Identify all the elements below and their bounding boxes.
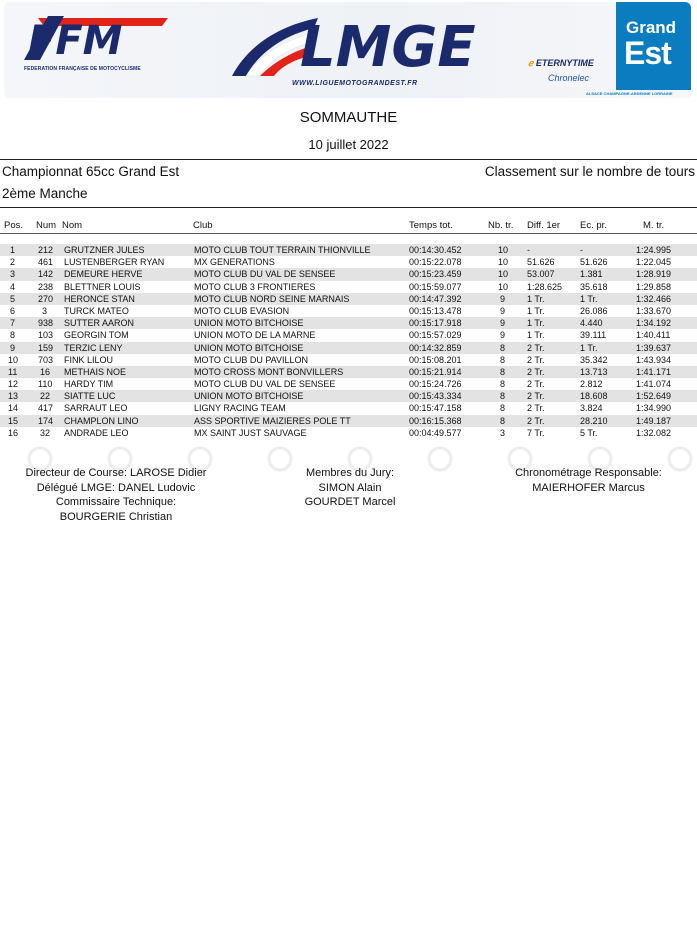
cell-temps: 00:04:49.577 [409,427,462,438]
table-row [0,244,697,256]
officials-timing [480,466,697,495]
table-row [0,256,697,268]
cell-diff: 1 Tr. [527,305,545,316]
race-director: Directeur de Course: LAROSE Didier [25,467,207,479]
cell-tours: 9 [500,293,506,304]
cell-meilleur: 1:41.074 [636,379,672,390]
cell-pos: 4 [10,281,16,292]
divider-top [0,159,697,160]
cell-nom: FINK LILOU [64,354,114,365]
jury-member-1: SIMON Alain [318,481,382,494]
cell-pos: 15 [8,415,19,426]
lmge-logo [228,6,478,80]
cell-diff: 7 Tr. [527,427,545,438]
cell-club: UNION MOTO BITCHOISE [194,391,304,402]
cell-nom: SUTTER AARON [64,318,135,329]
cell-club: MX GENERATIONS [194,257,275,268]
cell-diff: 1 Tr. [527,318,545,329]
cell-diff: 2 Tr. [527,379,545,390]
table-row [0,329,697,341]
cell-diff: 1 Tr. [527,330,545,341]
col-nom: Nom [62,220,83,231]
cell-ecart: 28.210 [580,415,608,426]
officials-left [0,466,232,524]
grand-est-subtitle: ALSACE CHAMPAGNE-ARDENNE LORRAINE [586,91,673,96]
cell-pos: 11 [8,366,18,377]
cell-num: 212 [38,245,54,255]
race-name: 2ème Manche [2,186,88,201]
cell-club: MOTO CLUB 3 FRONTIERES [194,281,316,292]
cell-temps: 00:15:21.914 [409,366,462,377]
cell-ecart: 35.342 [580,354,608,365]
cell-num: 3 [42,305,48,316]
cell-diff: 2 Tr. [527,342,545,353]
cell-pos: 13 [8,391,19,402]
cell-meilleur: 1:52.649 [636,391,672,402]
cell-temps: 00:15:13.478 [409,305,462,316]
cell-nom: ANDRADE LEO [64,427,129,438]
cell-meilleur: 1:34.990 [636,403,672,414]
cell-diff: 51.626 [527,257,555,268]
col-pos: Pos. [4,220,24,231]
jury-member-2: GOURDET Marcel [304,496,396,508]
cell-temps: 00:14:32.859 [409,342,462,353]
timing-name: MAIERHOFER Marcus [532,481,645,494]
cell-num: 270 [38,293,54,304]
cell-temps: 00:15:43.334 [409,391,462,402]
col-temps: Temps tot. [409,220,453,231]
cell-club: MOTO CLUB EVASION [194,305,290,316]
col-diff: Diff. 1er [527,220,561,231]
cell-num: 32 [40,427,51,438]
cell-nom: SIATTE LUC [64,391,116,402]
ranking-type: Classement sur le nombre de tours [484,164,695,179]
cell-tours: 8 [500,354,506,365]
table-row [0,415,697,427]
cell-diff: 2 Tr. [527,366,545,377]
table-row [0,305,697,317]
table-row [0,281,697,293]
table-row [0,427,697,439]
cell-ecart: 13.713 [580,366,608,377]
cell-num: 938 [38,318,54,329]
cell-diff: 53.007 [527,269,555,280]
cell-diff: 2 Tr. [527,415,545,426]
cell-diff: 2 Tr. [527,354,545,365]
cell-nom: SARRAUT LEO [64,403,128,414]
table-row [0,317,697,329]
cell-pos: 1 [10,245,16,255]
cell-ecart: 1.381 [580,269,603,280]
cell-pos: 2 [10,257,16,268]
cell-diff: 1 Tr. [527,293,545,304]
cell-temps: 00:15:08.201 [409,354,462,365]
cell-club: MX SAINT JUST SAUVAGE [194,427,307,438]
table-row [0,366,697,378]
table-row [0,378,697,390]
eternytime-e-icon: ℯ [528,58,534,68]
cell-nom: METHAIS NOE [64,366,127,377]
cell-club: MOTO CLUB NORD SEINE MARNAIS [194,293,350,304]
cell-pos: 6 [10,305,16,316]
cell-tours: 8 [500,366,506,377]
cell-num: 22 [40,391,51,402]
cell-meilleur: 1:24.995 [636,245,672,255]
cell-nom: DEMEURE HERVE [64,269,143,280]
cell-tours: 8 [500,391,506,402]
cell-temps: 00:15:59.077 [409,281,462,292]
cell-ecart: 26.086 [580,305,608,316]
ffm-logo-text: FFM [28,18,123,64]
technical-commissioner-label: Commissaire Technique: [55,496,177,508]
cell-temps: 00:14:30.452 [409,245,462,255]
cell-nom: BLETTNER LOUIS [64,281,141,292]
cell-tours: 10 [498,281,509,292]
cell-ecart: 1 Tr. [580,293,598,304]
jury-label: Membres du Jury: [305,467,395,479]
cell-pos: 5 [10,293,16,304]
cell-nom: GRUTZNER JULES [64,245,145,255]
ffm-logo [18,8,178,64]
cell-meilleur: 1:33.670 [636,305,672,316]
col-tours: Nb. tr. [488,220,514,231]
cell-tours: 10 [498,257,509,268]
cell-pos: 3 [10,269,16,280]
cell-temps: 00:15:23.459 [409,269,462,280]
cell-num: 110 [38,379,53,390]
header-banner [0,0,697,100]
cell-nom: CHAMPLON LINO [64,415,139,426]
cell-tours: 10 [498,245,509,255]
sponsor-eternytime [528,58,594,69]
cell-tours: 10 [498,269,509,280]
table-row [0,268,697,280]
cell-club: LIGNY RACING TEAM [194,403,286,414]
cell-meilleur: 1:43.934 [636,354,672,365]
cell-num: 238 [38,281,54,292]
cell-num: 703 [38,354,54,365]
timing-label: Chronométrage Responsable: [515,467,662,479]
col-club: Club [193,220,213,231]
cell-ecart: 18.608 [580,391,608,402]
technical-commissioner-name: BOURGERIE Christian [59,510,173,523]
cell-tours: 8 [500,403,506,414]
cell-meilleur: 1:40.411 [636,330,671,341]
table-row [0,342,697,354]
cell-pos: 7 [10,318,16,329]
cell-club: ASS SPORTIVE MAIZIERES POLE TT [194,415,351,426]
cell-nom: TERZIC LENY [64,342,123,353]
cell-ecart: 35.618 [580,281,608,292]
cell-club: UNION MOTO BITCHOISE [194,342,304,353]
cell-meilleur: 1:39.637 [636,342,672,353]
cell-club: UNION MOTO DE LA MARNE [194,330,316,341]
cell-num: 16 [40,366,51,377]
cell-meilleur: 1:49.187 [636,415,672,426]
cell-tours: 3 [500,427,506,438]
venue-title: SOMMAUTHE [299,109,398,126]
lmge-logo-text: LMGE [300,15,476,80]
lmge-delegate: Délégué LMGE: DANEL Ludovic [36,481,196,494]
cell-num: 142 [38,269,54,280]
cell-tours: 8 [500,415,506,426]
table-row [0,390,697,402]
cell-num: 417 [38,403,54,414]
table-row [0,402,697,414]
cell-meilleur: 1:28.919 [636,269,672,280]
cell-meilleur: 1:32.466 [636,293,672,304]
cell-nom: HARDY TIM [64,379,114,390]
cell-pos: 16 [8,427,19,438]
cell-pos: 10 [8,354,19,365]
cell-diff: - [527,245,530,255]
col-ecart: Ec. pr. [580,220,607,231]
event-date: 10 juillet 2022 [308,137,389,152]
cell-club: MOTO CROSS MONT BONVILLERS [194,366,344,377]
cell-diff: 2 Tr. [527,391,545,402]
cell-num: 103 [38,330,54,341]
cell-tours: 9 [500,330,506,341]
cell-num: 159 [38,342,54,353]
divider-info [0,207,697,208]
cell-nom: TURCK MATEO [64,305,129,316]
cell-pos: 14 [8,403,19,414]
cell-nom: HERONCE STAN [64,293,135,304]
ffm-subtitle: FEDERATION FRANÇAISE DE MOTOCYCLISME [24,66,141,72]
cell-tours: 8 [500,342,506,353]
table-row [0,354,697,366]
officials-jury [250,466,450,510]
cell-club: MOTO CLUB TOUT TERRAIN THIONVILLE [194,245,371,255]
eternytime-text: ETERNYTIME [535,58,594,68]
cell-ecart: 51.626 [580,257,608,268]
cell-meilleur: 1:29.858 [636,281,672,292]
cell-ecart: 5 Tr. [580,427,598,438]
cell-ecart: 4.440 [580,318,603,329]
cell-nom: GEORGIN TOM [64,330,129,341]
divider-table-header [0,233,697,234]
cell-num: 174 [38,415,54,426]
cell-temps: 00:15:17.918 [409,318,462,329]
cell-ecart: - [580,245,583,255]
cell-diff: 1:28.625 [527,281,563,292]
cell-meilleur: 1:41.171 [636,366,672,377]
cell-pos: 9 [10,342,16,353]
grand-est-grand: Grand [626,18,677,37]
cell-tours: 9 [500,305,506,316]
col-meilleur: M. tr. [643,220,665,231]
grand-est-logo [616,2,691,90]
cell-meilleur: 1:22.045 [636,257,672,268]
cell-temps: 00:15:57.029 [409,330,462,341]
results-table [0,244,697,439]
grand-est-est: Est [624,35,671,71]
cell-ecart: 1 Tr. [580,342,598,353]
cell-ecart: 39.111 [580,330,607,341]
table-row [0,293,697,305]
cell-ecart: 2.812 [580,379,603,390]
championship-name: Championnat 65cc Grand Est [2,164,180,179]
cell-club: MOTO CLUB DU VAL DE SENSEE [194,269,336,280]
cell-meilleur: 1:34.192 [636,318,672,329]
cell-meilleur: 1:32.082 [636,427,672,438]
sponsor-chronelec: Chronelec [548,73,590,83]
cell-temps: 00:16:15.368 [409,415,462,426]
cell-num: 461 [38,257,54,268]
cell-diff: 2 Tr. [527,403,545,414]
cell-pos: 8 [10,330,16,341]
cell-tours: 9 [500,318,506,329]
cell-club: MOTO CLUB DU VAL DE SENSEE [194,379,336,390]
cell-club: UNION MOTO BITCHOISE [194,318,304,329]
cell-nom: LUSTENBERGER RYAN [64,257,165,268]
col-num: Num [36,220,57,231]
cell-temps: 00:14:47.392 [409,293,462,304]
cell-temps: 00:15:47.158 [409,403,462,414]
cell-tours: 8 [500,379,506,390]
cell-club: MOTO CLUB DU PAVILLON [194,354,309,365]
cell-ecart: 3.824 [580,403,603,414]
cell-temps: 00:15:24.726 [409,379,462,390]
cell-temps: 00:15:22.078 [409,257,462,268]
lmge-url: WWW.LIGUEMOTOGRANDEST.FR [292,80,418,87]
cell-pos: 12 [8,379,19,390]
